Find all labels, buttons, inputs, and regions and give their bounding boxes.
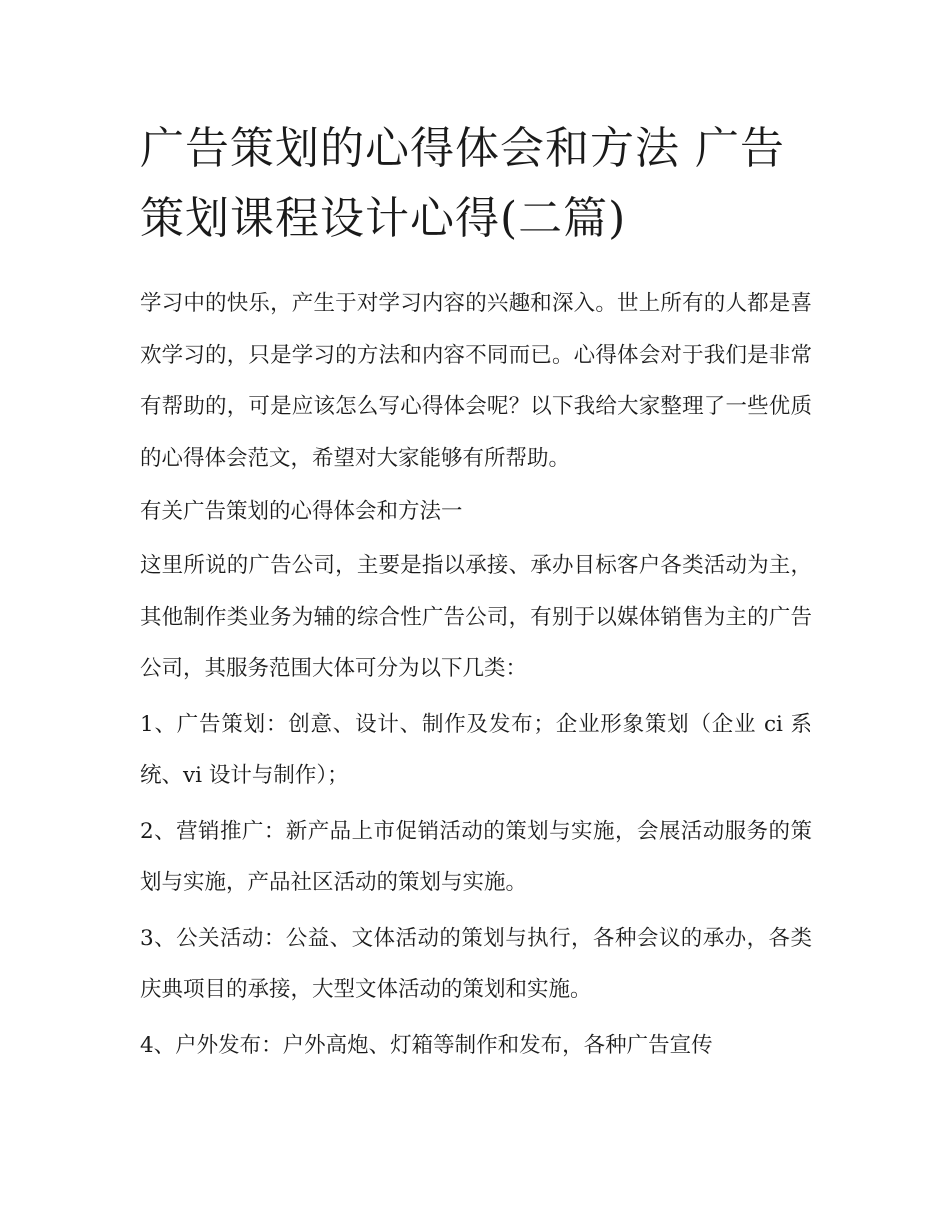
intro-paragraph: 学习中的快乐，产生于对学习内容的兴趣和深入。世上所有的人都是喜欢学习的，只是学习的方法和内容不同而已。心得体会对于我们是非常有帮助的，可是应该怎么写心得体会呢？以下我给大家整理了一些优质的心得体会范文，希望对大家能够有所帮助。 bbox=[140, 291, 812, 471]
list-item-3: 3、公关活动：公益、文体活动的策划与执行，各种会议的承办，各类庆典项目的承接，大型文体活动的策划和实施。 bbox=[140, 925, 812, 1002]
document-body bbox=[140, 278, 812, 1075]
list-item-1: 1、广告策划：创意、设计、制作及发布；企业形象策划（企业 ci 系统、vi 设计与制作）； bbox=[140, 711, 812, 788]
list-item-4: 4、户外发布：户外高炮、灯箱等制作和发布，各种广告宣传 bbox=[140, 1032, 713, 1058]
section-heading: 有关广告策划的心得体会和方法一 bbox=[140, 499, 463, 524]
list-item-2: 2、营销推广：新产品上市促销活动的策划与实施，会展活动服务的策划与实施，产品社区活动的策划与实施。 bbox=[140, 818, 812, 895]
document-title: 广告策划的心得体会和方法 广告策划课程设计心得(二篇) bbox=[140, 123, 785, 244]
body-paragraph: 这里所说的广告公司，主要是指以承接、承办目标客户各类活动为主，其他制作类业务为辅的综合性广告公司，有别于以媒体销售为主的广告公司，其服务范围大体可分为以下几类： bbox=[140, 553, 812, 681]
